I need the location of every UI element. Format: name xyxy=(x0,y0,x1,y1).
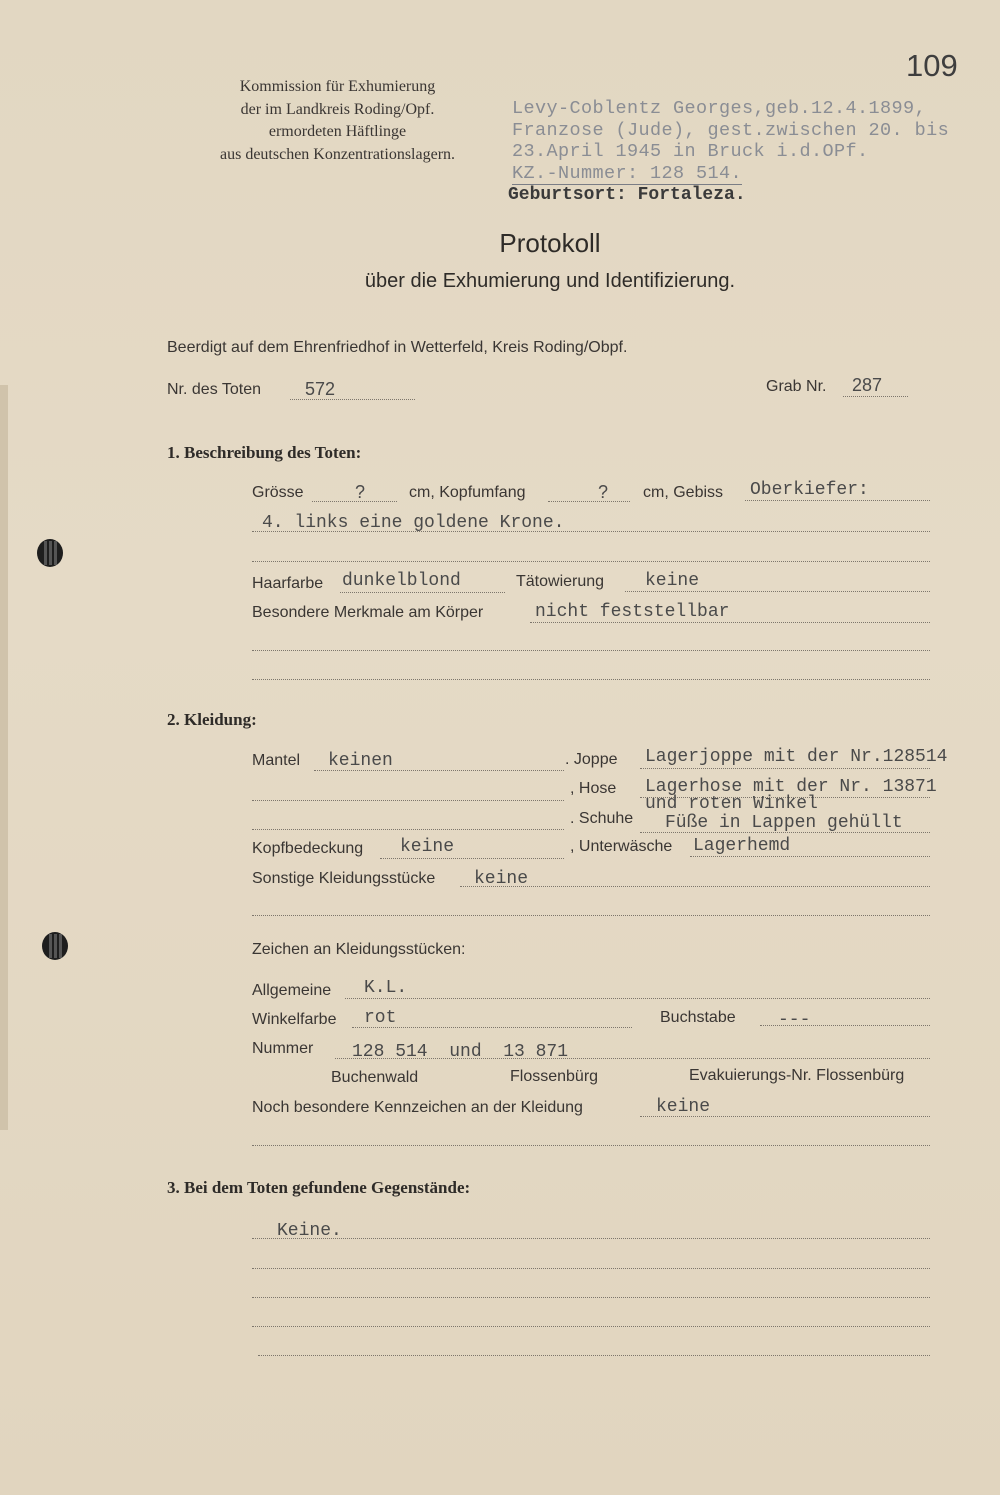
shoes-label: . Schuhe xyxy=(570,810,634,827)
shoes-value: Füße in Lappen gehüllt xyxy=(665,813,903,833)
dotted-line xyxy=(640,768,930,769)
dotted-line xyxy=(548,501,630,502)
dotted-line xyxy=(843,396,908,397)
angle-color-value: rot xyxy=(364,1008,397,1028)
dead-no-value: 572 xyxy=(305,379,336,399)
dotted-line xyxy=(340,592,505,593)
dotted-line xyxy=(380,858,564,859)
commission-header xyxy=(180,76,495,166)
dead-no-label: Nr. des Toten xyxy=(167,381,261,398)
teeth-value: Oberkiefer: xyxy=(750,480,869,500)
burial-text: Beerdigt auf dem Ehrenfriedhof in Wetterfeld, Kreis Roding/Obpf. xyxy=(167,339,628,356)
dotted-line xyxy=(252,1238,930,1239)
dotted-line xyxy=(252,1268,930,1269)
commission-line: der im Landkreis Roding/Opf. xyxy=(240,100,435,118)
teeth-label: cm, Gebiss xyxy=(643,484,724,501)
coat-label: Mantel xyxy=(252,752,301,769)
punch-hole-icon xyxy=(42,932,68,960)
grave-label: Grab Nr. xyxy=(766,378,827,395)
dotted-line xyxy=(252,561,930,562)
tattoo-value: keine xyxy=(645,571,700,591)
dotted-line xyxy=(252,829,564,830)
head-value: ? xyxy=(598,482,609,502)
evacuation-no-label: Evakuierungs-Nr. Flossenbürg xyxy=(689,1067,905,1084)
letter-label: Buchstabe xyxy=(660,1009,736,1026)
underwear-label: , Unterwäsche xyxy=(570,838,673,855)
coat-value: keinen xyxy=(328,751,393,771)
typed-line: 23.April 1945 in Bruck i.d.OPf. xyxy=(512,141,869,162)
dotted-line xyxy=(252,650,930,651)
letter-value: --- xyxy=(778,1010,811,1030)
trousers-value-2: und roten Winkel xyxy=(645,794,818,814)
commission-line: Kommission für Exhumierung xyxy=(239,78,436,95)
dotted-line xyxy=(314,770,564,771)
dotted-line xyxy=(252,1297,930,1298)
dotted-line xyxy=(252,531,930,532)
dotted-line xyxy=(258,1355,930,1356)
underwear-value: Lagerhemd xyxy=(693,836,791,856)
dotted-line xyxy=(640,832,930,833)
section-2-title: 2. Kleidung: xyxy=(167,710,257,729)
dotted-line xyxy=(530,622,930,623)
punch-hole-icon xyxy=(37,539,63,567)
camp-flossenbuerg: Flossenbürg xyxy=(510,1068,599,1085)
other-label: Sonstige Kleidungsstücke xyxy=(252,870,436,887)
general-value: K.L. xyxy=(364,978,408,998)
tattoo-label: Tätowierung xyxy=(516,573,605,590)
found-items-value: Keine. xyxy=(277,1221,342,1241)
height-label: Grösse xyxy=(252,484,304,501)
number-label: Nummer xyxy=(252,1040,314,1057)
camp-buchenwald: Buchenwald xyxy=(331,1069,419,1086)
dotted-line xyxy=(760,1025,930,1026)
dotted-line xyxy=(352,1027,632,1028)
grave-value: 287 xyxy=(852,375,883,395)
other-value: keine xyxy=(474,869,529,889)
headwear-label: Kopfbedeckung xyxy=(252,840,364,857)
section-3-title: 3. Bei dem Toten gefundene Gegenstände: xyxy=(167,1178,471,1197)
birthplace: Geburtsort: Fortaleza. xyxy=(508,185,746,205)
dotted-line xyxy=(252,1326,930,1327)
trousers-label: , Hose xyxy=(570,780,617,797)
marks-label: Besondere Merkmale am Körper xyxy=(252,604,484,621)
clothing-marks-title: Zeichen an Kleidungsstücken: xyxy=(252,941,466,958)
commission-line: ermordeten Häftlinge xyxy=(268,123,407,140)
dotted-line xyxy=(690,856,930,857)
dotted-line xyxy=(252,800,564,801)
dotted-line xyxy=(252,915,930,916)
dotted-line xyxy=(312,501,397,502)
marks-value: nicht feststellbar xyxy=(535,602,730,622)
teeth-value-2: 4. links eine goldene Krone. xyxy=(262,513,565,533)
number-value: 128 514 und 13 871 xyxy=(352,1042,569,1062)
special-marks-value: keine xyxy=(656,1097,711,1117)
page-title: Protokoll xyxy=(499,228,601,258)
section-1-title: 1. Beschreibung des Toten: xyxy=(167,443,362,462)
typed-header xyxy=(512,98,949,184)
dotted-line xyxy=(335,1058,930,1059)
page-subtitle: über die Exhumierung und Identifizierung. xyxy=(364,270,736,292)
typed-line: Levy-Coblentz Georges,geb.12.4.1899, xyxy=(512,98,927,119)
hair-label: Haarfarbe xyxy=(252,575,324,592)
special-marks-label: Noch besondere Kennzeichen an der Kleidung xyxy=(252,1099,583,1116)
dotted-line xyxy=(290,399,415,400)
dotted-line xyxy=(460,886,930,887)
dotted-line xyxy=(252,1145,930,1146)
dotted-line xyxy=(640,1116,930,1117)
trousers-value: Lagerhose mit der Nr. 13871 xyxy=(645,777,937,797)
general-label: Allgemeine xyxy=(252,982,332,999)
hair-value: dunkelblond xyxy=(342,571,461,591)
dotted-line xyxy=(625,591,930,592)
angle-color-label: Winkelfarbe xyxy=(252,1011,337,1028)
head-label: cm, Kopfumfang xyxy=(409,484,526,501)
jacket-value: Lagerjoppe mit der Nr.128514 xyxy=(645,747,948,767)
headwear-value: keine xyxy=(400,837,455,857)
dotted-line xyxy=(345,998,930,999)
page-number: 109 xyxy=(906,48,958,83)
typed-line: KZ.-Nummer: 128 514. xyxy=(512,162,743,184)
commission-line: aus deutschen Konzentrationslagern. xyxy=(219,145,456,163)
typed-line: Franzose (Jude), gest.zwischen 20. bis xyxy=(512,119,950,141)
dotted-line xyxy=(745,500,930,501)
page-edge xyxy=(0,385,8,1130)
dotted-line xyxy=(252,679,930,680)
jacket-label: . Joppe xyxy=(565,751,618,768)
height-value: ? xyxy=(355,482,366,502)
